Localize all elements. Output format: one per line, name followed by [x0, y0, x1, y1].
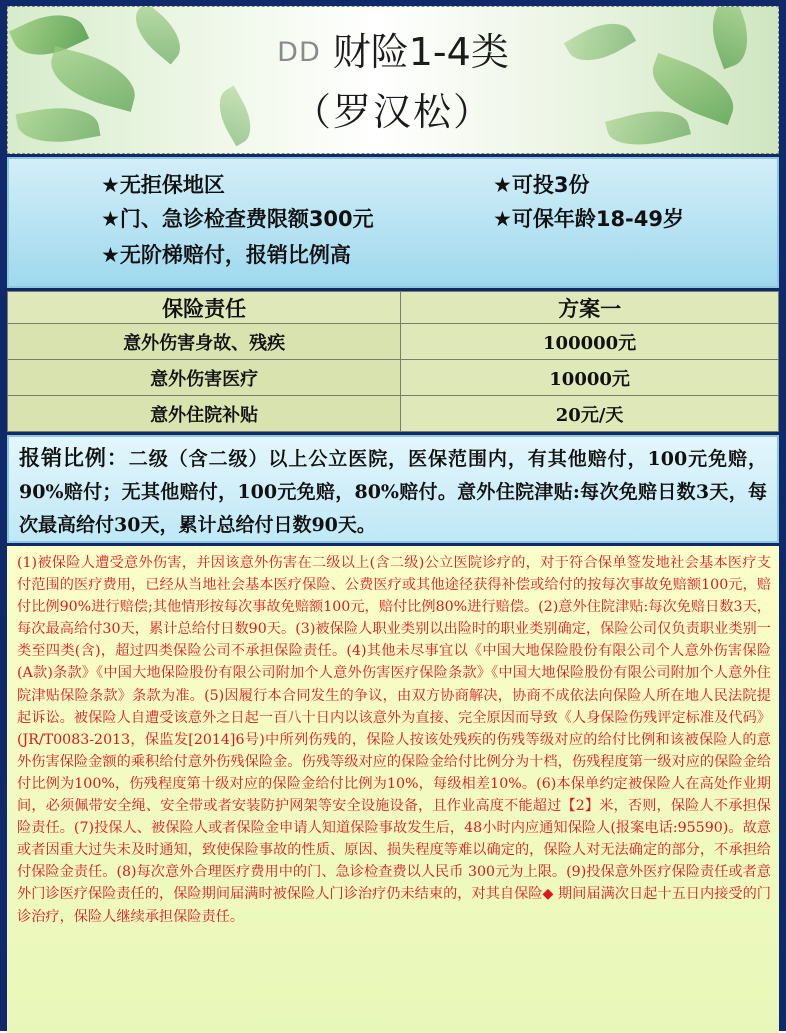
terms-text: (1)被保险人遭受意外伤害，并因该意外伤害在二级以上(含二级)公立医院诊疗的，对于符合保单签发地社会基本医疗支付范围的医疗费用，已经从当地社会基本医疗保险、公费医疗或其他途径获得补偿或给付的按每次事故免赔额100元，赔付比例90%进行赔偿;其他情形按每次事故免赔额100元，赔付比例80%进行赔偿。(2)意外住院津贴:每次免赔日数3天，每次最高给付30天，累计总给付日数90天。(3)被保险人职业类别以出险时的职业类别确定，保险公司仅负责职业类别一类至四类(含)，超过四类保险公司不承担保险责任。(4)其他未尽事宜以《中国大地保险股份有限公司个人意外伤害保险(A款)条款》《中国大地保险股份有限公司附加个人意外伤害医疗保险条款》《中国大地保险股份有限公司附加个人意外住院津贴保险条款》条款为准。(5)因履行本合同发生的争议，由双方协商解决，协商不成依法向保险人所在地人民法院提起诉讼。被保险人自遭受该意外之日起一百八十日内以该意外为直接、完全原因而导致《人身保险伤残评定标准及代码》(JR/T0083-2013，保监发[2014]6号)中所列伤残的，保险人按该处残疾的伤残等级对应的给付比例和该被保险人的意外伤害保险金额的乘积给付意外伤残保险金。伤残等级对应的保险金给付比例分为十档，伤残程度第一级对应的保险金给付比例为100%，伤残程度第十级对应的保险金给付比例为10%，每级相差10%。(6)本保单约定被保险人在高处作业期间，必须佩带安全绳、安全带或者安装防护网架等安全设施设备，且作业高度不能超过【2】米，否则，保险人不承担保险责任。(7)投保人、被保险人或者保险金申请人知道保险事故发生后，48小时内应通知保险人(报案电话:95590)。故意或者因重大过失未及时通知，致使保险事故的性质、原因、损失程度等难以确定的，保险人对无法确定的部分，不承担给付保险金责任。(8)每次意外合理医疗费用中的门、急诊检查费以人民币 300元为上限。(9)投保意外医疗保险责任或者意外门诊医疗保险责任的，保险期间届满时被保险人门诊治疗仍未结束的，对其自保险◆ 期间届满次日起十五日内接受的门诊治疗，保险人继续承担保险责任。 — [17, 555, 771, 925]
feature-no-tiers: ★无阶梯赔付，报销比例高 — [101, 243, 351, 267]
table-row — [8, 396, 779, 432]
coverage-amount: 100000元 — [401, 324, 779, 360]
title-prefix: DD — [277, 37, 321, 68]
table-row — [8, 324, 779, 360]
feature-no-reject-area: ★无拒保地区 — [101, 173, 225, 197]
column-header-coverage: 保险责任 — [8, 292, 401, 324]
reimbursement-text: 二级（含二级）以上公立医院，医保范围内，有其他赔付，100元免赔，90%赔付；无其他赔付，100元免赔，80%赔付。意外住院津贴:每次免赔日数3天，每次最高给付30天，累计总给付日数90天。 — [19, 448, 767, 536]
table-row — [8, 360, 779, 396]
feature-max-copies: ★可投3份 — [493, 173, 590, 197]
feature-highlights — [7, 157, 779, 288]
coverage-item: 意外伤害医疗 — [8, 360, 401, 396]
coverage-amount: 20元/天 — [401, 396, 779, 432]
title-subtitle: （罗汉松） — [292, 90, 493, 134]
coverage-amount: 10000元 — [401, 360, 779, 396]
coverage-table — [7, 291, 779, 432]
title-main: 财险1-4类 — [332, 30, 509, 74]
terms-section — [7, 546, 779, 1033]
feature-age-range: ★可保年龄18-49岁 — [493, 207, 684, 231]
reimbursement-label: 报销比例： — [19, 446, 129, 470]
product-title — [8, 21, 778, 76]
table-header-row — [8, 292, 779, 324]
column-header-plan: 方案一 — [401, 292, 779, 324]
coverage-item: 意外住院补贴 — [8, 396, 401, 432]
header-banner — [7, 6, 779, 154]
feature-outpatient-limit: ★门、急诊检查费限额300元 — [101, 207, 374, 231]
coverage-item: 意外伤害身故、残疾 — [8, 324, 401, 360]
reimbursement-section — [7, 435, 779, 543]
